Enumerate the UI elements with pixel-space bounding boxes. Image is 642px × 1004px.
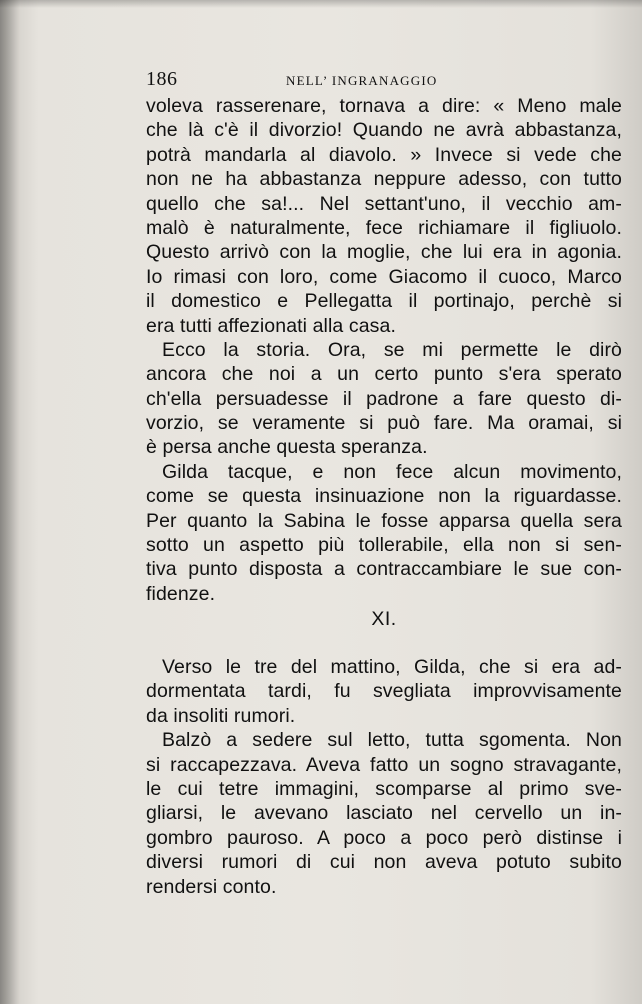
top-edge-shadow bbox=[0, 0, 642, 8]
text-line: Questo arrivò con la moglie, che lui era in agonia. bbox=[146, 241, 622, 264]
text-line: è persa anche questa speranza. bbox=[146, 436, 428, 459]
text-line: gombro pauroso. A poco a poco però distinse i bbox=[146, 826, 622, 849]
text-line: Balzò a sedere sul letto, tutta sgomenta. Non bbox=[162, 729, 622, 752]
gutter-shadow bbox=[0, 0, 20, 1004]
paragraph-block-2 bbox=[146, 655, 622, 899]
paragraph-block-1 bbox=[146, 94, 622, 606]
text-line: vorzio, se veramente si può fare. Ma oramai, si bbox=[146, 412, 622, 435]
text-line: sotto un aspetto più tollerabile, ella non si sen- bbox=[146, 534, 622, 557]
text-line: era tutti affezionati alla casa. bbox=[146, 314, 396, 337]
text-line: che là c'è il divorzio! Quando ne avrà abbastanza, bbox=[146, 119, 622, 142]
text-line: malò è naturalmente, fece richiamare il figliuolo. bbox=[146, 216, 622, 239]
running-head bbox=[146, 68, 566, 92]
text-line: potrà mandarla al diavolo. » Invece si vede che bbox=[146, 143, 622, 166]
text-line: ancora che noi a un certo punto s'era sperato bbox=[146, 363, 622, 386]
running-title: NELL’ INGRANAGGIO bbox=[286, 73, 438, 88]
text-line: gliarsi, le avevano lasciato nel cervello un in- bbox=[146, 802, 622, 825]
text-line: Io rimasi con loro, come Giacomo il cuoco, Marco bbox=[146, 265, 622, 288]
text-line: tiva punto disposta a contraccambiare le sue con- bbox=[146, 558, 622, 581]
text-line: Ecco la storia. Ora, se mi permette le dirò bbox=[162, 338, 622, 361]
text-line: Verso le tre del mattino, Gilda, che si era ad- bbox=[162, 656, 622, 678]
text-line: dormentata tardi, fu svegliata improvvisamente bbox=[146, 680, 622, 703]
text-line: Per quanto la Sabina le fosse apparsa quella sera bbox=[146, 509, 622, 532]
text-line: Gilda tacque, e non fece alcun movimento, bbox=[162, 460, 622, 483]
text-line: diversi rumori di cui non aveva potuto subito bbox=[146, 851, 622, 874]
text-line: il domestico e Pellegatta il portinajo, perchè si bbox=[146, 290, 622, 313]
text-line: fidenze. bbox=[146, 582, 216, 605]
text-line: quello che sa!... Nel settant'uno, il vecchio am- bbox=[146, 192, 622, 215]
text-line: non ne ha abbastanza neppure adesso, con tutto bbox=[146, 168, 622, 191]
page-number: 186 bbox=[146, 68, 178, 90]
text-line: da insoliti rumori. bbox=[146, 704, 296, 727]
chapter-heading: XI. bbox=[371, 608, 397, 630]
text-line: voleva rasserenare, tornava a dire: « Meno male bbox=[146, 95, 622, 117]
text-line: come se questa insinuazione non la riguardasse. bbox=[146, 485, 622, 508]
text-line: rendersi conto. bbox=[146, 875, 277, 898]
text-line: le cui tetre immagini, scomparse al primo sve- bbox=[146, 777, 622, 800]
text-line: si raccapezzava. Aveva fatto un sogno stravagante, bbox=[146, 753, 622, 776]
text-line: ch'ella persuadesse il padrone a fare questo di- bbox=[146, 387, 622, 410]
